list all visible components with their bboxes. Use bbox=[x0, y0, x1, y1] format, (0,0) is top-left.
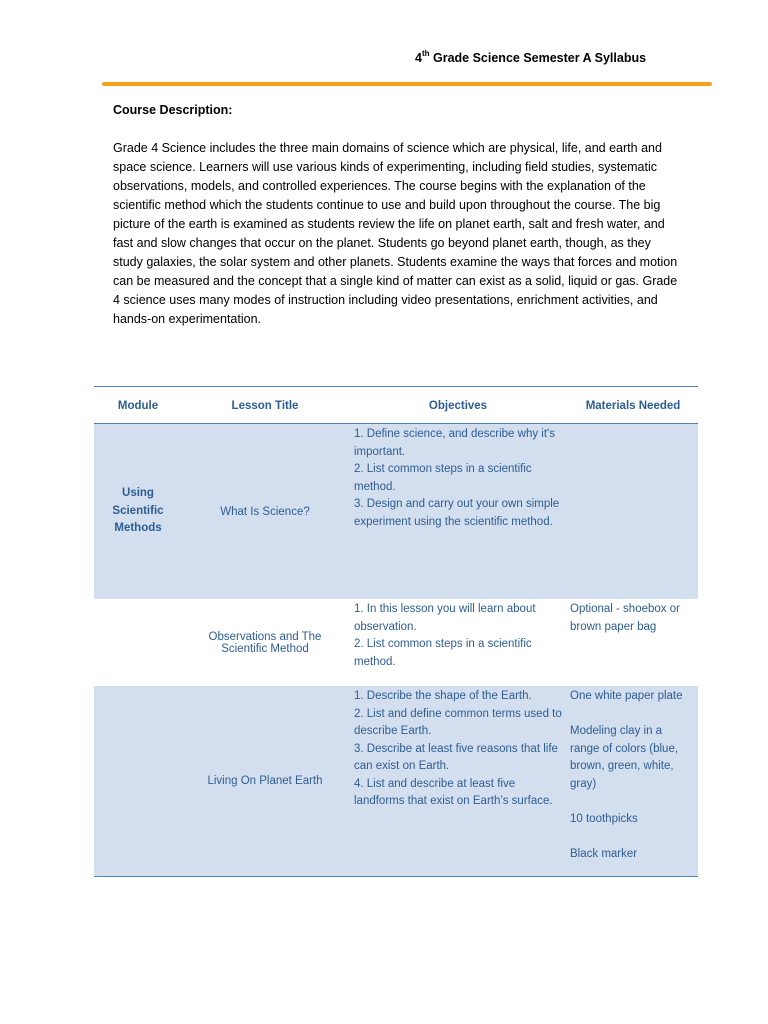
header-divider bbox=[102, 82, 712, 86]
course-description-heading: Course Description: bbox=[113, 103, 233, 117]
column-header-objectives: Objectives bbox=[428, 400, 488, 412]
grade-number: 4 bbox=[415, 51, 422, 66]
module-name: Using Scientific Methods bbox=[112, 487, 164, 535]
table-row bbox=[94, 424, 698, 599]
lesson-title: Living On Planet Earth bbox=[207, 775, 323, 787]
lesson-materials: One white paper plate Modeling clay in a range of colors (blue, brown, green, white, gray) 10 toothpicks Black marker bbox=[570, 690, 683, 860]
table-row bbox=[94, 686, 698, 876]
lesson-objectives: 1. In this lesson you will learn about observation. 2. List common steps in a scientific method. bbox=[354, 603, 536, 668]
lesson-objectives: 1. Describe the shape of the Earth. 2. List and define common terms used to describe Earth. 3. Describe at least five reasons that life can exist on Earth. 4. List and describe at least five landforms that exist on Earth’s surface. bbox=[354, 690, 562, 807]
column-header-module: Module bbox=[117, 400, 159, 412]
syllabus-table bbox=[94, 386, 698, 877]
table-row bbox=[94, 599, 698, 686]
title-text: Grade Science Semester A Syllabus bbox=[429, 51, 647, 66]
column-header-materials: Materials Needed bbox=[585, 400, 681, 412]
table-header-row bbox=[94, 387, 698, 424]
ordinal-suffix: th bbox=[421, 49, 430, 58]
lesson-title: What Is Science? bbox=[220, 505, 310, 518]
lesson-title: Observations and The Scientific Method bbox=[208, 630, 322, 655]
lesson-materials bbox=[568, 424, 698, 599]
course-description-paragraph: Grade 4 Science includes the three main domains of science which are physical, life, and earth and space science. Learners will use various kinds of experimenting, including field studies, systematic observations, models, and controlled experiences. The course begins with the explanation of the scientific method which the students continue to use and build upon throughout the course. The big picture of the earth is examined as students review the life on planet earth, salt and fresh water, and fast and slow changes that occur on the planet. Students go beyond planet earth, though, as they study galaxies, the solar system and other planets. Students examine the ways that forces and motion can be measured and the concept that a single kind of matter can exist as a solid, liquid or gas. Grade 4 science uses many modes of instruction including video presentations, enrichment activities, and hands-on experimentation. bbox=[113, 141, 678, 326]
document-header-title bbox=[415, 50, 646, 65]
lesson-objectives: 1. Define science, and describe why it's important. 2. List common steps in a scientific method. 3. Design and carry out your own simple experiment using the scientific method. bbox=[354, 428, 560, 528]
lesson-materials: Optional - shoebox or brown paper bag bbox=[570, 603, 680, 633]
column-header-lesson-title: Lesson Title bbox=[231, 400, 299, 412]
